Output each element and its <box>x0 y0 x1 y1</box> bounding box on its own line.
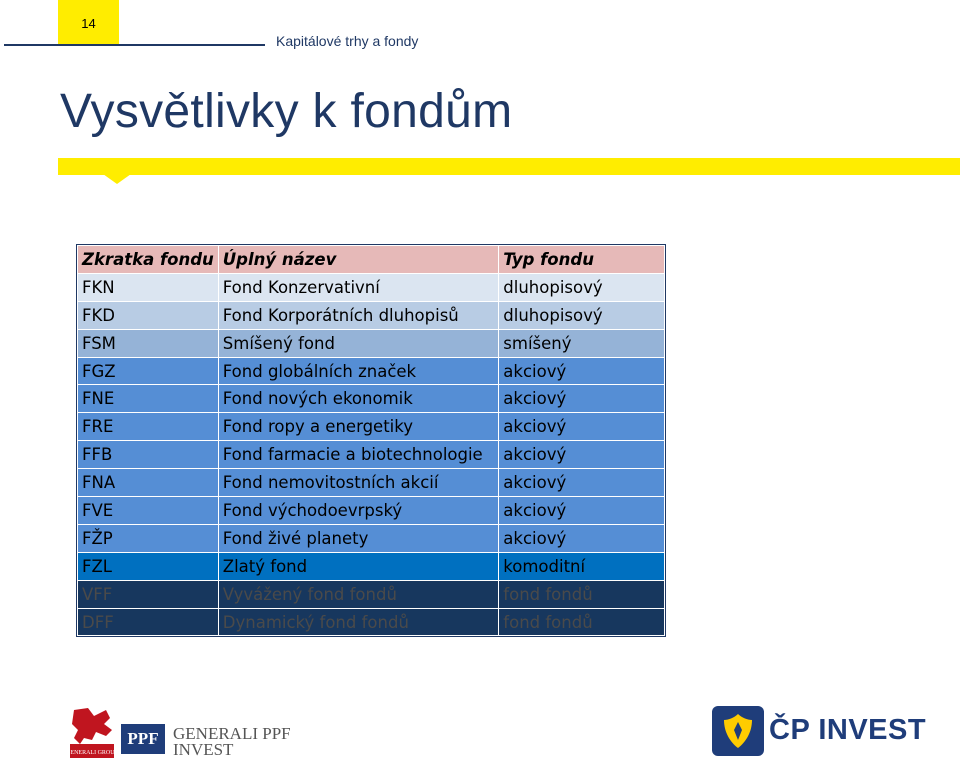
table-row <box>78 469 665 497</box>
cell-name: Smíšený fond <box>218 329 499 357</box>
table-row <box>78 357 665 385</box>
cell-abbr: VFF <box>78 580 219 608</box>
cell-name: Dynamický fond fondů <box>218 608 499 636</box>
table-row <box>78 301 665 329</box>
cell-type: fond fondů <box>499 608 665 636</box>
cell-name: Fond Korporátních dluhopisů <box>218 301 499 329</box>
slide-title: Vysvětlivky k fondům <box>60 85 513 138</box>
cp-invest-text: ČP INVEST <box>769 714 927 746</box>
generali-lion-logo <box>66 704 118 760</box>
cell-name: Fond Konzervativní <box>218 273 499 301</box>
cell-type: akciový <box>499 524 665 552</box>
generali-ppf-invest-text <box>173 726 291 758</box>
page-number <box>58 0 119 46</box>
cell-name: Fond nemovitostních akcií <box>218 469 499 497</box>
cell-abbr: FZL <box>78 552 219 580</box>
cell-name: Fond nových ekonomik <box>218 385 499 413</box>
table-row <box>78 580 665 608</box>
cell-type: akciový <box>499 441 665 469</box>
cell-name: Fond východoevrpský <box>218 497 499 525</box>
cell-abbr: FSM <box>78 329 219 357</box>
cell-type: akciový <box>499 469 665 497</box>
cell-type: akciový <box>499 385 665 413</box>
yellow-divider-notch <box>103 174 131 184</box>
table-row <box>78 273 665 301</box>
cell-abbr: FVE <box>78 497 219 525</box>
column-header-abbr: Zkratka fondu <box>78 246 219 274</box>
ppf-logo <box>121 724 165 754</box>
cell-type: akciový <box>499 497 665 525</box>
table-row <box>78 608 665 636</box>
company-line-2: INVEST <box>173 740 234 759</box>
cell-abbr: FRE <box>78 413 219 441</box>
cell-abbr: FŽP <box>78 524 219 552</box>
cell-type: akciový <box>499 413 665 441</box>
page-number-text: 14 <box>81 15 96 31</box>
cell-abbr: FKN <box>78 273 219 301</box>
table-row <box>78 385 665 413</box>
cell-type: komoditní <box>499 552 665 580</box>
cell-abbr: DFF <box>78 608 219 636</box>
column-header-type: Typ fondu <box>499 246 665 274</box>
cell-name: Vyvážený fond fondů <box>218 580 499 608</box>
table-header-row <box>78 246 665 274</box>
table-row <box>78 413 665 441</box>
fund-table-body <box>78 273 665 636</box>
yellow-divider-band <box>58 158 960 175</box>
cell-abbr: FGZ <box>78 357 219 385</box>
cell-abbr: FFB <box>78 441 219 469</box>
table-row <box>78 524 665 552</box>
cell-type: fond fondů <box>499 580 665 608</box>
section-title: Kapitálové trhy a fondy <box>276 33 419 49</box>
table-row <box>78 441 665 469</box>
table-row <box>78 329 665 357</box>
company-line-1: GENERALI PPF <box>173 724 291 743</box>
cell-name: Fond farmacie a biotechnologie <box>218 441 499 469</box>
cell-name: Zlatý fond <box>218 552 499 580</box>
cell-abbr: FNE <box>78 385 219 413</box>
cell-name: Fond globálních značek <box>218 357 499 385</box>
cell-type: akciový <box>499 357 665 385</box>
column-header-name: Úplný název <box>218 246 499 274</box>
cell-abbr: FKD <box>78 301 219 329</box>
cell-name: Fond živé planety <box>218 524 499 552</box>
cell-name: Fond ropy a energetiky <box>218 413 499 441</box>
cell-type: smíšený <box>499 329 665 357</box>
cell-abbr: FNA <box>78 469 219 497</box>
cell-type: dluhopisový <box>499 273 665 301</box>
generali-group-text: GENERALI GROUP <box>66 750 118 756</box>
cp-invest-emblem-icon <box>712 706 764 756</box>
cell-type: dluhopisový <box>499 301 665 329</box>
table-row <box>78 552 665 580</box>
ppf-logo-text: PPF <box>127 729 159 748</box>
header-rule <box>4 44 265 46</box>
table-row <box>78 497 665 525</box>
fund-table <box>77 245 665 636</box>
